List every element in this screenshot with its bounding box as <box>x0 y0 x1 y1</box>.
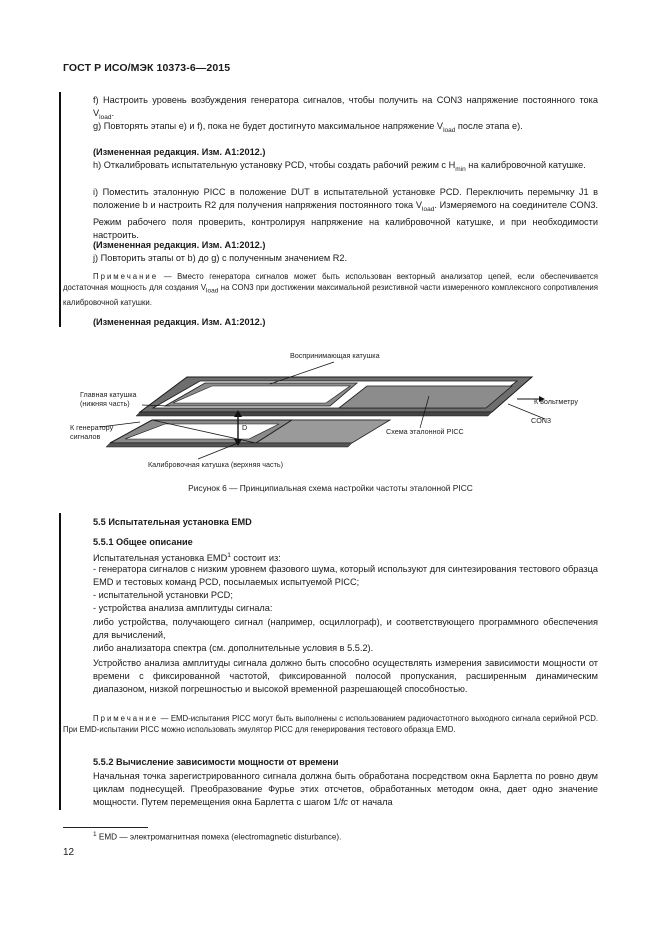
label-main-coil-sub: (нижняя часть) <box>80 399 130 408</box>
step-g: g) Повторять этапы e) и f), пока не будет достигнуто максимальное напряжение $V_{load}$ после этапа e). <box>93 121 523 134</box>
step-h: h) Откалибровать испытательную установку PCD, чтобы создать рабочий режим с $H_{min}$ на калибровочной катушке. <box>93 160 586 173</box>
note-2: Примечание — EMD-испытания PICC могут быть выполнены с использованием радиочастотного выходного сигнала серийной PCD. При EMD-испытании PICC можно использовать эмулятор PICC для генерирования тестового образца EMD. <box>63 714 598 735</box>
step-f: f) Настроить уровень возбуждения генератора сигналов, чтобы получить на CON3 напряжение постоянного тока $V_{load}$. <box>93 95 598 121</box>
label-main-coil: Главная катушка <box>80 390 137 399</box>
intro-text: Испытательная установка EMD$^1$ состоит из: <box>93 552 281 564</box>
subsection-title: 5.5.1 Общее описание <box>93 537 193 547</box>
amendment-note: (Измененная редакция. Изм. A1:2012.) <box>93 147 266 157</box>
list-item: - испытательной установки PCD; <box>93 590 233 600</box>
page-number: 12 <box>63 847 75 858</box>
label-to-generator-sub: сигналов <box>70 432 101 441</box>
section-title: 5.5 Испытательная установка EMD <box>93 517 252 527</box>
label-to-generator: К генератору <box>70 423 114 432</box>
step-j: j) Повторить этапы от b) до g) с полученным значением R2. <box>93 253 348 263</box>
label-sense-coil: Воспринимающая катушка <box>290 351 380 360</box>
figure-caption: Рисунок 6 — Принципиальная схема настройки частоты эталонной PICC <box>188 483 473 493</box>
label-calibration-coil: Калибровочная катушка (верхняя часть) <box>148 460 284 469</box>
subsection-title: 5.5.2 Вычисление зависимости мощности от времени <box>93 757 339 767</box>
paragraph: Начальная точка зарегистрированного сигнала должна быть обработана посредством окна Барлетта по ровно двум циклам поднесущей. Преобразование Фурье этих отсчетов, обработанных методом окна, дает одно значение мощности. Путем перемещения окна Барлетта с шагом 1/fc от начала <box>93 771 598 808</box>
list-item: - генератора сигналов с низким уровнем фазового шума, который используют для синтезирования тестового образца EMD и тестовых команд PCD, посылаемых испытуемой PICC; <box>93 564 598 588</box>
figure-6-diagram <box>0 340 661 480</box>
reference-picc-plate <box>339 386 512 408</box>
change-bar <box>59 92 61 327</box>
label-con3: CON3 <box>531 416 551 425</box>
paragraph: Устройство анализа амплитуды сигнала должно быть способно осуществлять измерения зависимости мощности от времени с фиксированной частотой, фиксированной полосой пропускания, расширенным динамическим диапазоном, низкой погрешностью и высокой временной разрешающей способностью. <box>93 658 598 695</box>
amendment-note: (Измененная редакция. Изм. A1:2012.) <box>93 240 266 250</box>
footnote: $^1$ EMD — электромагнитная помеха (electromagnetic disturbance). <box>93 831 342 842</box>
label-picc-circuit: Схема эталонной PICC <box>386 427 464 436</box>
change-bar <box>59 513 61 810</box>
list-item: либо анализатора спектра (см. дополнительные условия в 5.5.2). <box>93 643 374 653</box>
list-item: - устройства анализа амплитуды сигнала: <box>93 603 273 613</box>
label-d: D <box>242 423 248 432</box>
footnote-separator <box>63 827 148 828</box>
list-item: либо устройства, получающего сигнал (например, осциллограф), и соответствующего программного обеспечения для вычислений, <box>93 617 598 641</box>
document-header: ГОСТ Р ИСО/МЭК 10373-6—2015 <box>63 62 231 74</box>
note-1: Примечание — Вместо генератора сигналов может быть использован векторный анализатор цепей, если обеспечивается достаточная мощность для создания $V_{load}$ на CON3 при достижении максимальной резистивной части измеренного комплексного сопротивления калибровочной катушки. <box>63 272 599 307</box>
label-to-voltmeter: К вольтметру <box>534 397 578 406</box>
step-i: i) Поместить эталонную PICC в положение DUT в испытательной установке PCD. Переключить перемычку J1 в положение b и настроить R2 для получения напряжения постоянного тока $V_{load}$. Измеряемого на соединителе CON3. Режим рабочего поля проверить, контролируя напряжение на калибровочной катушке, и при необходимости настроить. <box>93 187 598 241</box>
amendment-note: (Измененная редакция. Изм. A1:2012.) <box>93 317 266 327</box>
